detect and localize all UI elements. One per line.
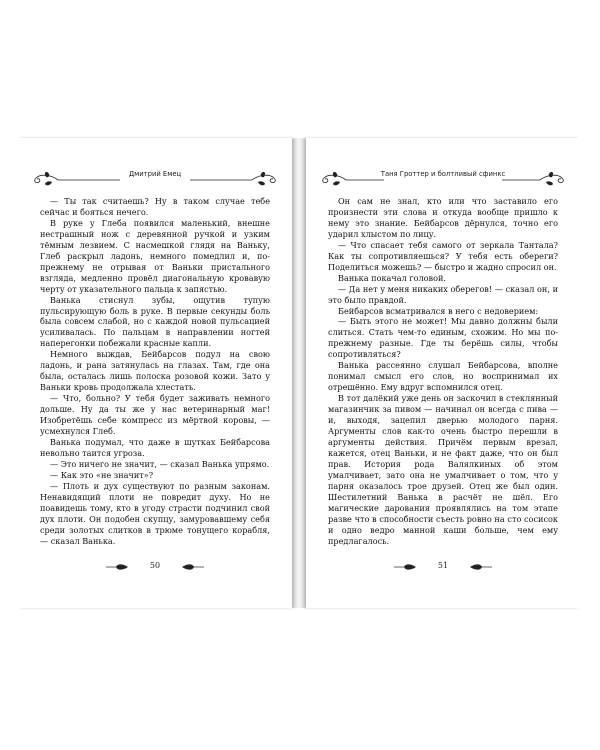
page-number: 51: [437, 561, 449, 570]
right-page: [306, 138, 580, 608]
paragraph: — Как это «не значит»?: [50, 469, 154, 480]
page-number: 50: [149, 561, 161, 570]
paragraph: Он сам не знал, кто или что заставило его произнести эти слова и откуда вообще пришло к нему это знание. Бейбарсов дёрнулся, точно его ударил хлыстом по лицу.: [328, 196, 558, 239]
right-page-body: [328, 196, 558, 547]
paragraph: — Да нет у меня никаких оберегов! — сказал он, и это было правдой.: [328, 283, 558, 305]
paragraph: — Ты так считаешь? Ну в таком случае тебе сейчас и бояться нечего.: [40, 196, 270, 217]
paragraph: Ванька рассеянно слушал Бейбарсова, вполне понимал смысл его слов, но воспринимал их отрешённо. Ему вдруг вспомнился отец.: [328, 360, 558, 393]
right-page-footer: [306, 560, 580, 574]
book-gutter: [292, 138, 306, 608]
paragraph: Бейбарсов всматривался в него с недоверием:: [338, 305, 539, 316]
paragraph: — Быть этого не может! Мы давно должны были слиться. Стать чем-то единым, схожим. Но мы по-прежнему разные. Где ты берёшь силы, чтобы сопротивляться?: [328, 316, 558, 360]
paragraph: Немного выждав, Бейбарсов подул на свою ладонь, и рана затянулась на глазах. Там, где она была, осталась лишь полоска розовой кожи. Зато у Ваньки кровь продолжала хлестать.: [40, 349, 270, 393]
left-page: [18, 138, 292, 608]
paragraph: Ванька подумал, что даже в шутках Бейбарсова невольно таится угроза.: [40, 436, 270, 458]
paragraph: Ванька стиснул зубы, ощутив тупую пульсирующую боль в руке. В первые секунды боль была совсем слабой, но с каждой новой пульсацией усиливалась. По пальцам в направлении ногтей наперегонки побежали красные капли.: [40, 294, 270, 349]
paragraph: В руке у Глеба появился маленький, внешне нестрашный нож с деревянной ручкой и узким тёмным лезвием. С насмешкой глядя на Ваньку, Глеб раскрыл ладонь, немного помедлил и, по-прежнему не отрывая от Ваньки пристального взгляда, медленно провёл диагональную кровавую черту от указательного пальца к запястью.: [40, 217, 270, 294]
running-header-author: Дмитрий Емец: [128, 170, 182, 178]
paragraph: — Это ничего не значит, — сказал Ванька упрямо.: [50, 458, 270, 469]
left-page-header: [28, 166, 282, 188]
right-page-header: [316, 166, 570, 188]
left-page-body: [40, 196, 270, 547]
running-header-title: Таня Гроттер и болтливый сфинкс: [380, 170, 506, 178]
paragraph: — Что, больно? У тебя будет заживать немного дольше. Ну да ты же у нас ветеринарный маг! Изобретёшь себе компресс из мёртвой коровы, — усмехнулся Глеб.: [40, 393, 270, 437]
paragraph: — Что спасает тебя самого от зеркала Тантала? Как ты сопротивляешься? У тебя есть обереги? Поделиться можешь? — быстро и жадно спросил он.: [328, 239, 558, 272]
paragraph: Ванька покачал головой.: [338, 272, 447, 283]
paragraph: В тот далёкий уже день он заскочил в стеклянный магазинчик за пивом — начинал он всегда с пива — и, выходя, зацепил дверью молодого парня. Аргументы слов как-то очень быстро перешли в аргументы действия. Причём первым врезал, кажется, отец Ваньки, и не факт даже, что он был прав. История рода Валялкиных об этом умалчивает, зато она не умалчивает о том, что у парня оказалось трое друзей. Отец же был один. Шестилетний Ванька в расчёт не шёл. Его магические дарования проявлялись на том этапе разве что в способности съесть ровно на сто сосисок и одно ведро манной каши больше, чем ему предлагалось.: [328, 393, 558, 546]
left-page-footer: [18, 560, 292, 574]
paragraph: — Плоть и дух существуют по разным законам. Ненавидящий плоти не повредит духу. Но не поавидешь тому, кто в угоду страсти подчинил свой дух плоти. Он подобен скупцу, замуровавшему себя среди золотых слитков в трюме тонущего корабля, — сказал Ванька.: [40, 480, 270, 546]
